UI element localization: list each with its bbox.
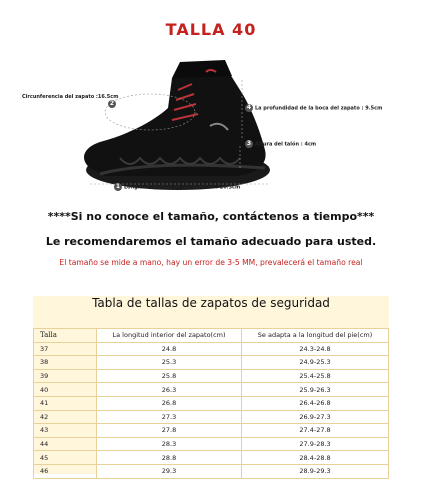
size-table-panel: [33, 296, 389, 474]
table-cell: 42: [34, 410, 97, 424]
column-header: La longitud interior del zapato(cm): [97, 329, 242, 343]
table-cell: 26.8: [97, 396, 242, 410]
table-cell: 27.3: [97, 410, 242, 424]
annotation-heel-height: 3 Altura del talón : 4cm: [246, 140, 317, 148]
table-cell: 27.8: [97, 424, 242, 438]
table-cell: 24.9-25.3: [242, 356, 389, 370]
size-table-title: Tabla de tallas de zapatos de seguridad: [92, 296, 330, 310]
table-cell: 26.3: [97, 383, 242, 397]
table-row: [34, 383, 389, 397]
number-badge: 3: [246, 140, 252, 147]
table-cell: 26.4-26.8: [242, 396, 389, 410]
table-row: [34, 369, 389, 383]
table-cell: 26.9-27.3: [242, 410, 389, 424]
table-row: [34, 356, 389, 370]
table-header-row: [34, 329, 389, 343]
table-cell: 25.9-26.3: [242, 383, 389, 397]
shoe-image: [60, 50, 360, 200]
table-cell: 25.8: [97, 369, 242, 383]
table-cell: 41: [34, 396, 97, 410]
table-cell: 28.8: [97, 451, 242, 465]
table-row: [34, 410, 389, 424]
number-badge: 4: [246, 104, 252, 111]
table-cell: 46: [34, 464, 97, 478]
column-header: Se adapta a la longitud del pie(cm): [242, 329, 389, 343]
table-cell: 40: [34, 383, 97, 397]
table-cell: 29.3: [97, 464, 242, 478]
annotation-inner-length: 1 Longitud interior de los zapatos : 26.3cm: [115, 183, 241, 191]
table-cell: 39: [34, 369, 97, 383]
table-cell: 37: [34, 342, 97, 356]
table-cell: 24.8: [97, 342, 242, 356]
table-cell: 44: [34, 437, 97, 451]
table-cell: 28.9-29.3: [242, 464, 389, 478]
annotation-circumference: Circunferencia del zapato :16.5cm: [22, 94, 119, 100]
number-badge: 1: [115, 183, 121, 190]
table-cell: 27.4-27.8: [242, 424, 389, 438]
table-cell: 28.3: [97, 437, 242, 451]
size-table: [33, 328, 389, 479]
notice-contact: ****Si no conoce el tamaño, contáctenos a tiempo***: [47, 210, 375, 223]
table-cell: 45: [34, 451, 97, 465]
size-title: TALLA 40: [165, 20, 257, 39]
column-header: Talla: [34, 329, 97, 343]
table-cell: 43: [34, 424, 97, 438]
notice-recommend: Le recomendaremos el tamaño adecuado para usted.: [45, 235, 377, 248]
table-cell: 27.9-28.3: [242, 437, 389, 451]
table-row: [34, 424, 389, 438]
number-badge: 2: [109, 100, 115, 107]
table-row: [34, 451, 389, 465]
notice-measure-error: El tamaño se mide a mano, hay un error de 3-5 MM, prevalecerá el tamaño real: [59, 258, 363, 267]
table-row: [34, 464, 389, 478]
table-cell: 25.4-25.8: [242, 369, 389, 383]
table-row: [34, 342, 389, 356]
annotation-mouth-depth: 4 La profundidad de la boca del zapato : 9.5cm: [246, 104, 383, 112]
table-row: [34, 396, 389, 410]
table-cell: 24.3-24.8: [242, 342, 389, 356]
table-cell: 25.3: [97, 356, 242, 370]
table-cell: 28.4-28.8: [242, 451, 389, 465]
annotation-circumference-marker: [108, 100, 118, 108]
table-row: [34, 437, 389, 451]
table-cell: 38: [34, 356, 97, 370]
